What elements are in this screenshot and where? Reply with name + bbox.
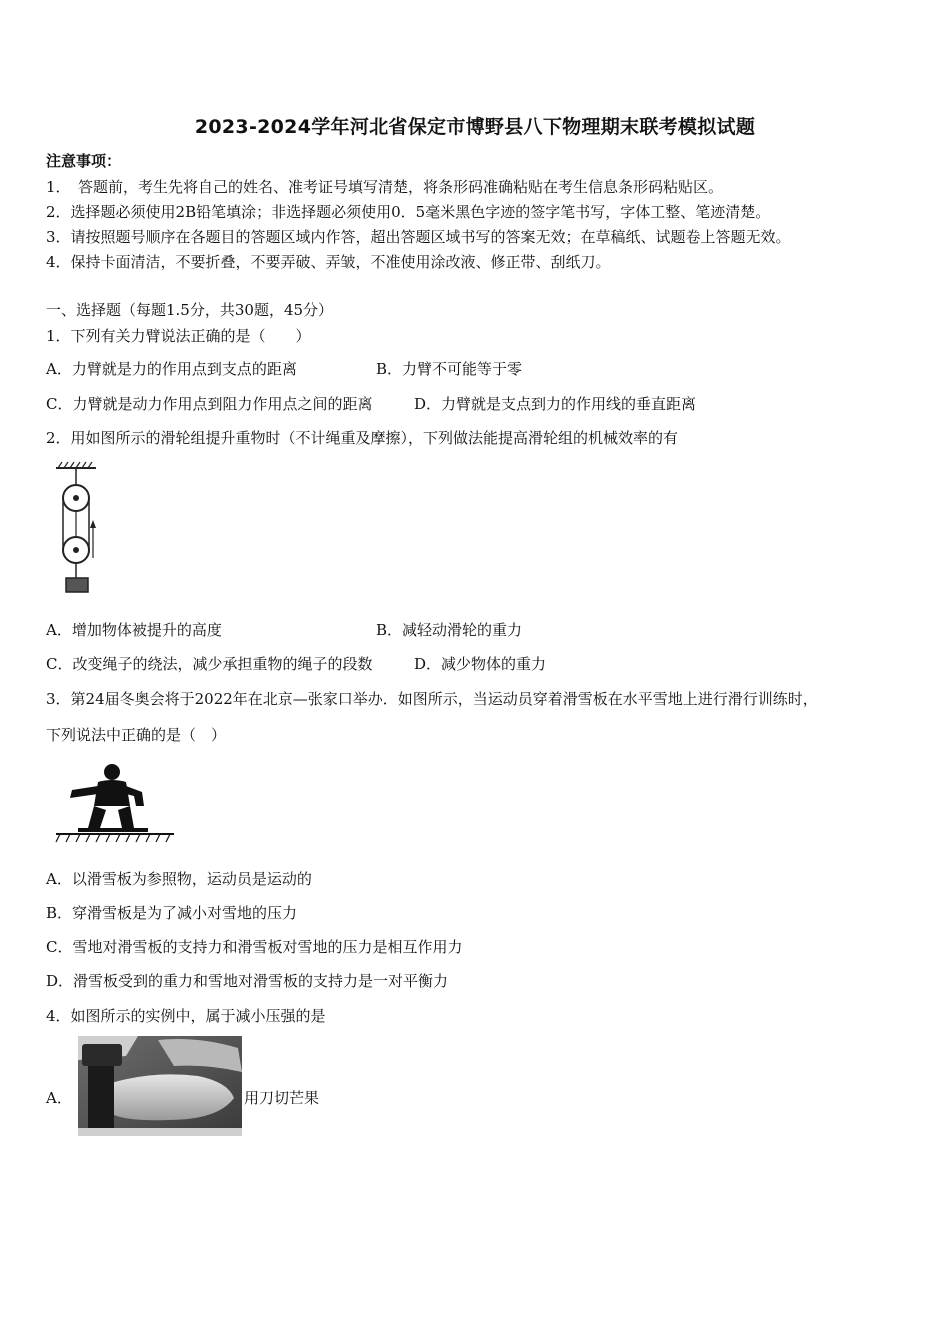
question-1-stem: 1．下列有关力臂说法正确的是（ ） <box>46 327 311 345</box>
question-1-option-a: A．力臂就是力的作用点到支点的距离 <box>46 360 297 378</box>
question-3-stem-line2: 下列说法中正确的是（ ） <box>46 726 227 744</box>
question-3-option-a: A．以滑雪板为参照物，运动员是运动的 <box>46 870 312 888</box>
question-2-option-d: D．减少物体的重力 <box>414 655 547 673</box>
notice-item: 3．请按照题号顺序在各题目的答题区域内作答，超出答题区域书写的答案无效；在草稿纸、试题卷上答题无效。 <box>46 228 791 246</box>
question-4-option-a-text: 用刀切芒果 <box>244 1089 320 1107</box>
question-4-option-a-letter: A． <box>46 1089 72 1107</box>
question-1-option-d: D．力臂就是支点到力的作用线的垂直距离 <box>414 395 697 413</box>
pulley-figure <box>50 458 110 598</box>
question-3-option-d: D．滑雪板受到的重力和雪地对滑雪板的支持力是一对平衡力 <box>46 972 449 990</box>
notice-item: 1． 答题前，考生先将自己的姓名、准考证号填写清楚，将条形码准确粘贴在考生信息条形码粘贴区。 <box>46 178 724 196</box>
question-1-option-b: B．力臂不可能等于零 <box>376 360 523 378</box>
question-1-option-c: C．力臂就是动力作用点到阻力作用点之间的距离 <box>46 395 373 413</box>
page-title: 2023-2024学年河北省保定市博野县八下物理期末联考模拟试题 <box>194 116 756 138</box>
notice-heading: 注意事项： <box>46 152 122 170</box>
question-3-option-c: C．雪地对滑雪板的支持力和滑雪板对雪地的压力是相互作用力 <box>46 938 463 956</box>
question-2-option-c: C．改变绳子的绕法，减少承担重物的绳子的段数 <box>46 655 373 673</box>
question-2-stem: 2．用如图所示的滑轮组提升重物时（不计绳重及摩擦），下列做法能提高滑轮组的机械效率的有 <box>46 429 679 447</box>
question-3-stem-line1: 3．第24届冬奥会将于2022年在北京—张家口举办．如图所示，当运动员穿着滑雪板在水平雪地上进行滑行训练时， <box>46 690 818 708</box>
notice-item: 2．选择题必须使用2B铅笔填涂；非选择题必须使用0．5毫米黑色字迹的签字笔书写，字体工整、笔迹清楚。 <box>46 203 771 221</box>
section-heading: 一、选择题（每题1.5分，共30题，45分） <box>46 301 334 319</box>
notice-item: 4．保持卡面清洁，不要折叠，不要弄破、弄皱，不准使用涂改液、修正带、刮纸刀。 <box>46 253 611 271</box>
question-2-option-a: A．增加物体被提升的高度 <box>46 621 222 639</box>
mango-cutting-photo <box>78 1036 242 1136</box>
question-3-option-b: B．穿滑雪板是为了减小对雪地的压力 <box>46 904 298 922</box>
snowboarder-figure <box>54 762 178 844</box>
question-2-option-b: B．减轻动滑轮的重力 <box>376 621 523 639</box>
question-4-stem: 4．如图所示的实例中，属于减小压强的是 <box>46 1007 326 1025</box>
